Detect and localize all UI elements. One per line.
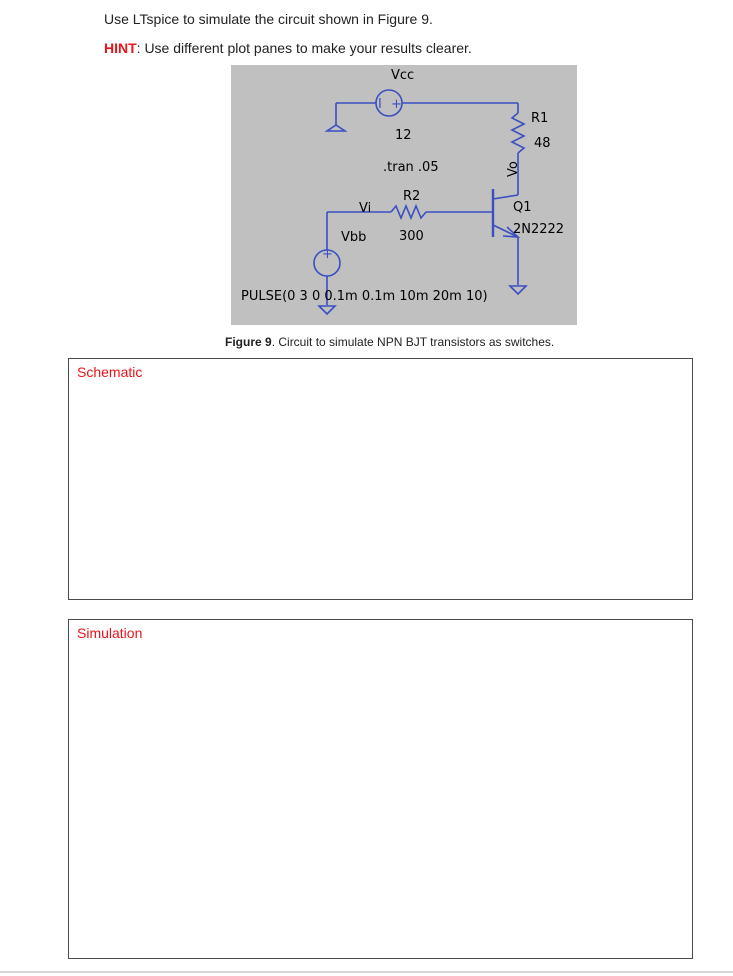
- hint-line: [104, 40, 472, 56]
- instruction-text: Use LTspice to simulate the circuit shown in Figure 9.: [104, 11, 433, 27]
- r1-resistor-symbol: [512, 113, 524, 153]
- ground-vbb-icon: [319, 306, 335, 314]
- vbb-label: Vbb: [341, 230, 367, 245]
- r2-resistor-symbol: [391, 206, 426, 218]
- vbb-plus-mark: +: [322, 247, 333, 262]
- vcc-minus-mark: I: [378, 97, 382, 112]
- r2-value: 300: [399, 229, 424, 244]
- vcc-plus-mark: +: [391, 97, 402, 112]
- circuit-schematic-drawing: [231, 65, 577, 325]
- pulse-spec: PULSE(0 3 0 0.1m 0.1m 10m 20m 10): [241, 289, 488, 304]
- instruction-line: [104, 11, 433, 27]
- vcc-value: 12: [395, 128, 412, 143]
- circuit-schematic-figure: [231, 65, 577, 325]
- vi-label: Vi: [359, 201, 372, 216]
- simulation-box-label: Simulation: [77, 625, 143, 641]
- r1-label: R1: [531, 111, 549, 126]
- q1-collector-lead: [493, 195, 518, 199]
- r2-label: R2: [403, 189, 421, 204]
- page-bottom-divider: [0, 971, 733, 973]
- q1-label: Q1: [513, 200, 532, 215]
- vcc-label: Vcc: [391, 68, 415, 83]
- ground-vcc-icon: [327, 125, 345, 131]
- tran-directive: .tran .05: [383, 160, 439, 175]
- vo-label: Vo: [506, 161, 521, 177]
- figure-caption-text: . Circuit to simulate NPN BJT transistors as switches.: [271, 335, 555, 349]
- hint-text: : Use different plot panes to make your results clearer.: [136, 40, 472, 56]
- q1-model: 2N2222: [513, 222, 565, 237]
- figure-label: Figure 9: [225, 335, 272, 349]
- figure-caption: [225, 335, 554, 349]
- hint-label: HINT: [104, 40, 137, 56]
- r1-value: 48: [534, 136, 551, 151]
- schematic-answer-box[interactable]: [68, 358, 693, 600]
- ground-emitter-icon: [510, 286, 526, 294]
- simulation-answer-box[interactable]: [68, 619, 693, 959]
- schematic-box-label: Schematic: [77, 364, 143, 380]
